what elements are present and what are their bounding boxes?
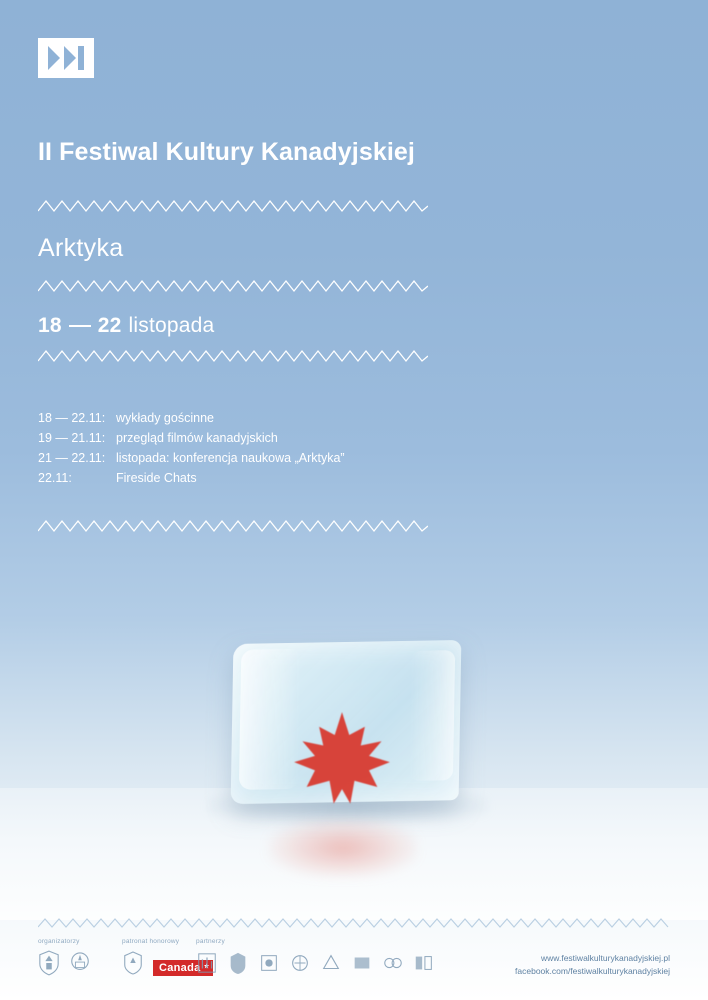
- footer-label-honorary-patronage: patronat honorowy: [122, 938, 180, 945]
- program-description: listopada: konferencja naukowa „Arktyka”: [116, 451, 345, 465]
- zigzag-divider-4: [38, 518, 428, 534]
- program-date: 22.11:: [38, 471, 72, 485]
- page-title: II Festiwal Kultury Kanadyjskiej: [38, 138, 415, 166]
- list-item: [38, 428, 345, 448]
- program-description: Fireside Chats: [116, 471, 197, 485]
- footer-label-organizers: organizatorzy: [38, 938, 80, 945]
- embassy-crest-icon: [122, 950, 144, 976]
- partner-logo-2-icon: [227, 950, 249, 976]
- program-list: [38, 408, 345, 488]
- footer-label-partners: partnerzy: [196, 938, 225, 945]
- date-range-dash: [69, 325, 91, 327]
- partner-logo-1-icon: [196, 950, 218, 976]
- date-start: 18: [38, 314, 62, 337]
- partner-logos: [196, 950, 435, 976]
- zigzag-divider-3: [38, 348, 428, 364]
- website-link[interactable]: www.festiwalkulturykanadyjskiej.pl: [541, 953, 670, 963]
- list-item: [38, 448, 345, 468]
- program-date: 18 — 22.11:: [38, 411, 106, 425]
- organizer-logos: [38, 950, 91, 976]
- program-description: wykłady gościnne: [116, 411, 214, 425]
- hero-photo: [0, 560, 708, 920]
- university-crest-icon: [38, 950, 60, 976]
- partner-logo-6-icon: [351, 950, 373, 976]
- web-links: [515, 952, 670, 978]
- zigzag-divider-1: [38, 198, 428, 214]
- date-end: 22: [97, 314, 122, 337]
- leaf-reflection: [268, 818, 418, 878]
- institute-crest-icon: [69, 950, 91, 976]
- partner-logo-8-icon: [413, 950, 435, 976]
- subtitle: Arktyka: [38, 234, 124, 262]
- festival-dates: [38, 314, 214, 338]
- partner-logo-7-icon: [382, 950, 404, 976]
- zigzag-divider-2: [38, 278, 428, 294]
- canada-wordmark: Canada: [153, 960, 213, 976]
- partner-logo-4-icon: [289, 950, 311, 976]
- list-item: [38, 468, 345, 488]
- date-month: listopada: [128, 314, 215, 337]
- list-item: [38, 408, 345, 428]
- partner-logo-3-icon: [258, 950, 280, 976]
- festival-logo-icon: [38, 38, 94, 78]
- facebook-link[interactable]: facebook.com/festiwalkulturykanadyjskiej: [515, 966, 670, 976]
- program-date: 19 — 21.11:: [38, 431, 106, 445]
- program-description: przegląd filmów kanadyjskich: [116, 431, 278, 445]
- zigzag-divider-footer: [38, 916, 670, 930]
- footer: [0, 930, 708, 1000]
- program-date: 21 — 22.11:: [38, 451, 106, 465]
- maple-leaf-icon: [286, 708, 398, 812]
- partner-logo-5-icon: [320, 950, 342, 976]
